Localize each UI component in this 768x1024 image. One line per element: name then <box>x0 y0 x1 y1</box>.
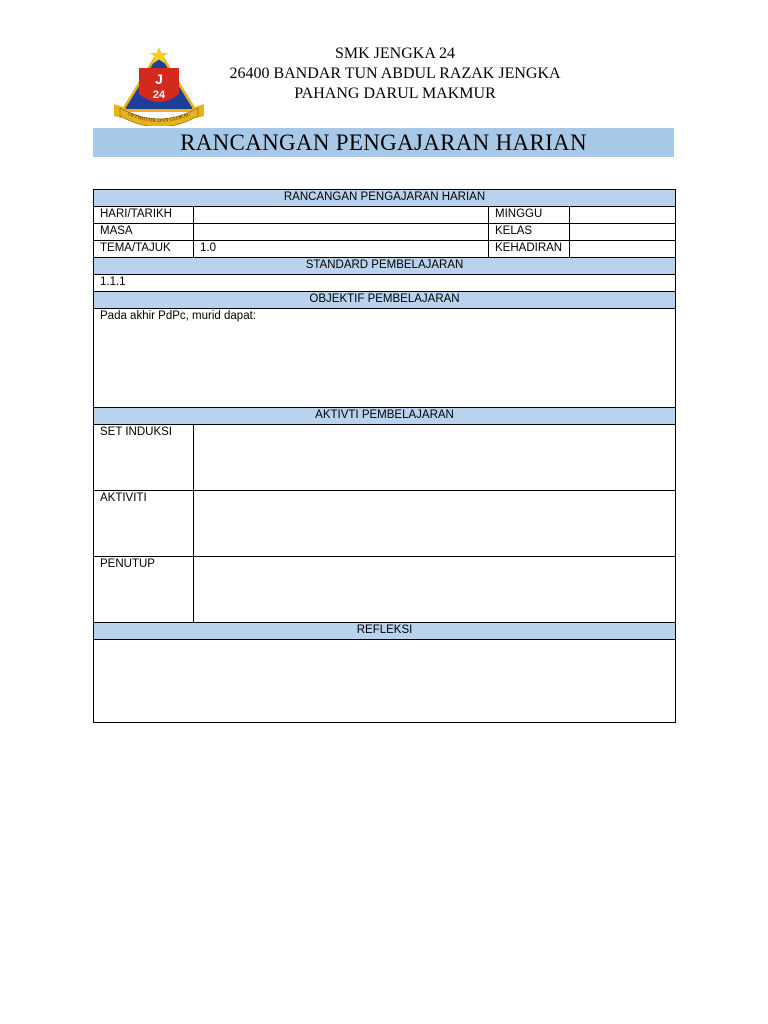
table-row <box>94 425 676 491</box>
refleksi-header: REFLEKSI <box>94 623 676 640</box>
school-state: PAHANG DARUL MAKMUR <box>294 85 496 102</box>
section-header-row <box>94 258 676 275</box>
kehadiran-label: KEHADIRAN <box>489 241 570 258</box>
section-header-row <box>94 292 676 309</box>
logo-emblem-number: 24 <box>152 89 166 101</box>
aktiviti-label: AKTIVITI <box>94 491 194 557</box>
table-row <box>94 241 676 258</box>
tema-label: TEMA/TAJUK <box>94 241 194 258</box>
standard-header: STANDARD PEMBELAJARAN <box>94 258 676 275</box>
aktiviti-header: AKTIVTI PEMBELAJARAN <box>94 408 676 425</box>
section-header-row <box>94 623 676 640</box>
lesson-plan-table <box>93 189 676 723</box>
section-header-row <box>94 408 676 425</box>
table-title-row <box>94 190 676 207</box>
table-row <box>94 640 676 723</box>
logo-emblem-letter: J <box>155 71 163 87</box>
table-row <box>94 224 676 241</box>
masa-field[interactable] <box>194 224 489 241</box>
aktiviti-field[interactable] <box>194 491 676 557</box>
refleksi-field[interactable] <box>94 640 676 723</box>
penutup-field[interactable] <box>194 557 676 623</box>
minggu-field[interactable] <box>570 207 676 224</box>
standard-field[interactable]: 1.1.1 <box>94 275 676 292</box>
objektif-header: OBJEKTIF PEMBELAJARAN <box>94 292 676 309</box>
page-title-banner: RANCANGAN PENGAJARAN HARIAN <box>93 128 674 157</box>
masa-label: MASA <box>94 224 194 241</box>
tema-field[interactable]: 1.0 <box>194 241 489 258</box>
kehadiran-field[interactable] <box>570 241 676 258</box>
logo-motto: OPTIMISTIK DAN GLOKAL <box>126 111 192 125</box>
table-row <box>94 309 676 408</box>
kelas-label: KELAS <box>489 224 570 241</box>
penutup-label: PENUTUP <box>94 557 194 623</box>
school-address: 26400 BANDAR TUN ABDUL RAZAK JENGKA <box>229 65 561 82</box>
table-row <box>94 557 676 623</box>
hari-tarikh-field[interactable] <box>194 207 489 224</box>
table-title: RANCANGAN PENGAJARAN HARIAN <box>94 190 676 207</box>
school-name: SMK JENGKA 24 <box>334 45 455 62</box>
set-induksi-field[interactable] <box>194 425 676 491</box>
hari-tarikh-label: HARI/TARIKH <box>94 207 194 224</box>
minggu-label: MINGGU <box>489 207 570 224</box>
kelas-field[interactable] <box>570 224 676 241</box>
objektif-field[interactable]: Pada akhir PdPc, murid dapat: <box>94 309 676 408</box>
set-induksi-label: SET INDUKSI <box>94 425 194 491</box>
table-row <box>94 275 676 292</box>
table-row <box>94 491 676 557</box>
table-row <box>94 207 676 224</box>
